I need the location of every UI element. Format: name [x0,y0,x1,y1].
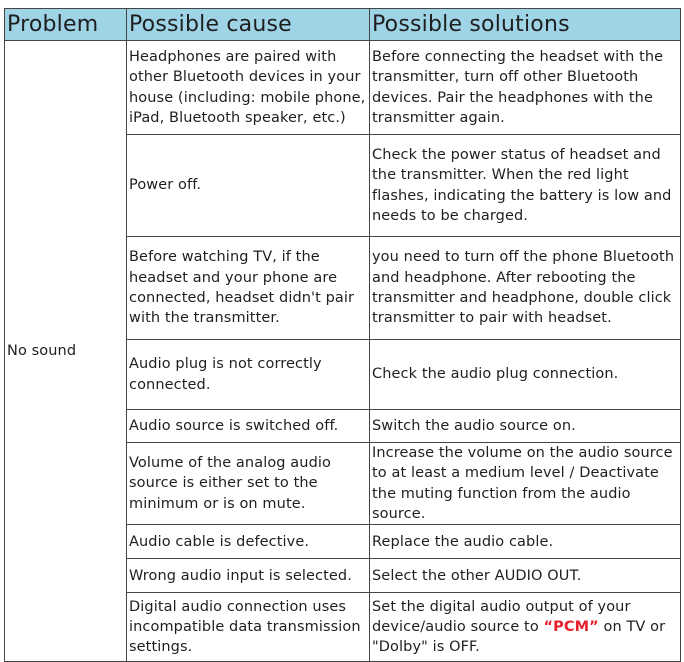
solution-cell: Switch the audio source on. [370,410,681,443]
header-possible-cause: Possible cause [127,9,370,41]
cause-cell: Before watching TV, if the headset and your phone are connected, headset didn't pair with the transmitter. [127,237,370,340]
solution-cell: Check the power status of headset and the transmitter. When the red light flashes, indicating the battery is low and needs to be charged. [370,135,681,237]
solution-cell: you need to turn off the phone Bluetooth and headphone. After rebooting the transmitter and headphone, double click transmitter to pair with headset. [370,237,681,340]
header-possible-solutions: Possible solutions [370,9,681,41]
header-row [5,9,681,41]
cause-cell: Power off. [127,135,370,237]
cause-cell: Digital audio connection uses incompatible data transmission settings. [127,593,370,662]
cause-cell: Volume of the analog audio source is either set to the minimum or is on mute. [127,443,370,525]
table-row [5,41,681,135]
solution-cell: Replace the audio cable. [370,525,681,559]
troubleshooting-table [4,8,681,662]
header-problem: Problem [5,9,127,41]
solution-cell: Increase the volume on the audio source to at least a medium level / Deactivate the muting function from the audio source. [370,443,681,525]
cause-cell: Headphones are paired with other Bluetooth devices in your house (including: mobile phone, iPad, Bluetooth speaker, etc.) [127,41,370,135]
solution-cell: Before connecting the headset with the transmitter, turn off other Bluetooth devices. Pair the headphones with the transmitter again. [370,41,681,135]
solution-cell [370,593,681,662]
solution-cell: Check the audio plug connection. [370,340,681,410]
pcm-highlight: “PCM” [543,619,599,636]
cause-cell: Audio cable is defective. [127,525,370,559]
problem-cell: No sound [5,41,127,662]
solution-cell: Select the other AUDIO OUT. [370,559,681,593]
cause-cell: Audio plug is not correctly connected. [127,340,370,410]
cause-cell: Audio source is switched off. [127,410,370,443]
cause-cell: Wrong audio input is selected. [127,559,370,593]
solution-text: Set the digital audio output of your device/audio source to [372,598,631,636]
solution-text-tail: on TV or "Dolby" is OFF. [372,619,666,656]
